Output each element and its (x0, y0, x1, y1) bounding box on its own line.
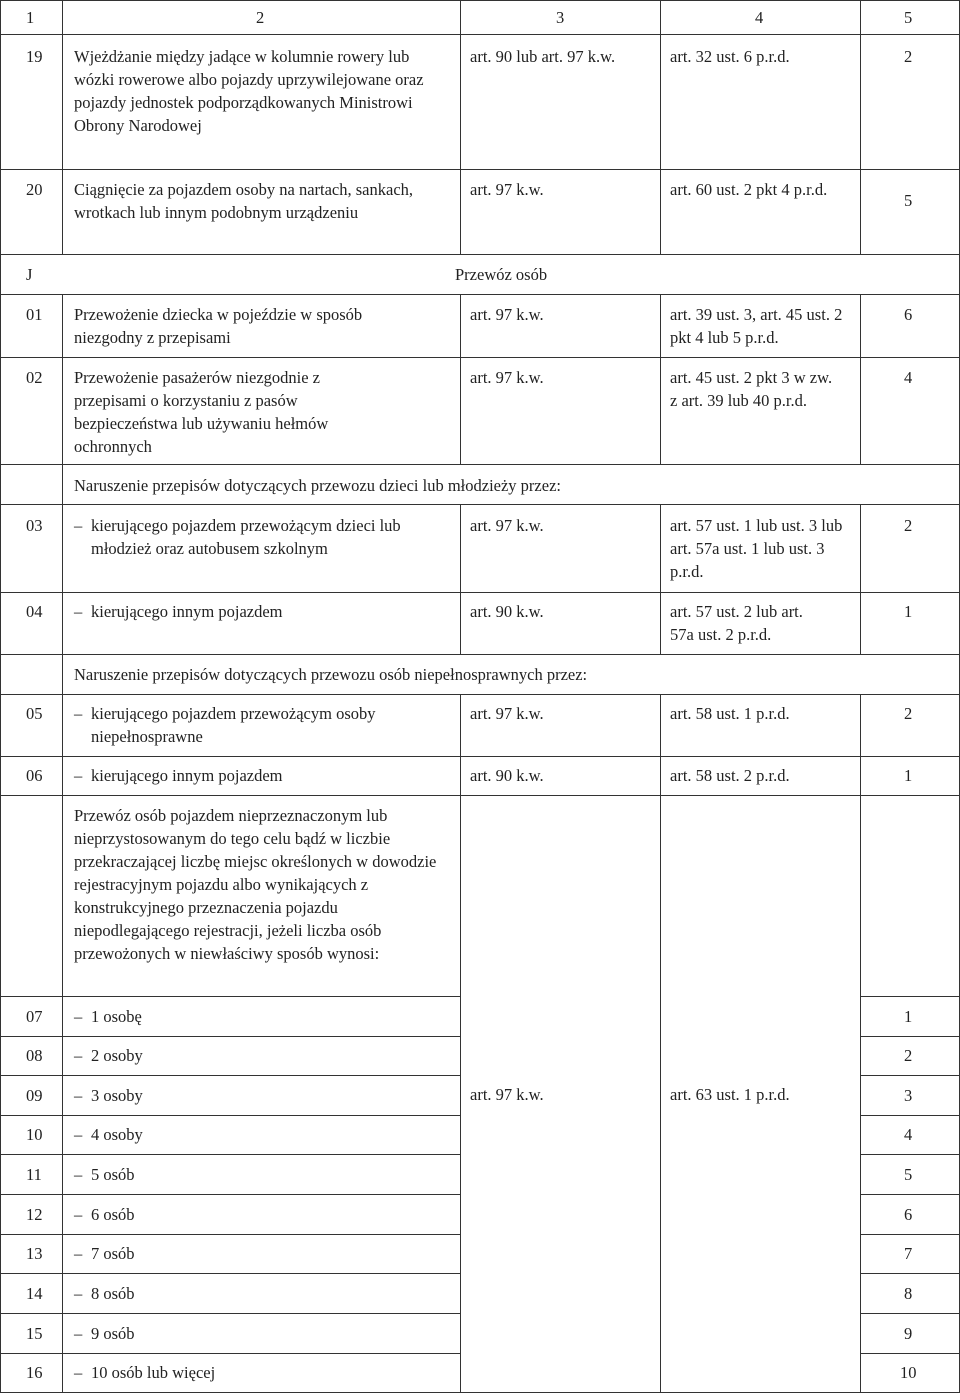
kw-article: art. 97 k.w. (470, 516, 544, 535)
column-divider (660, 294, 661, 464)
row-divider (860, 1194, 960, 1195)
row-number: 19 (26, 47, 43, 66)
offense-description: Przewóz osób pojazdem nieprzeznaczonym lub nieprzystosowanym do tego celu bądź w liczbie przekraczającej liczbę miejsc określonych w dowodzie rejestracyjnym pojazdu albo wynikających z konstrukcyjnego przeznaczenia pojazdu niepodlegającego rejestracji, jeżeli liczba osób przewożonych w niewłaściwy sposób wynosi: (74, 806, 437, 963)
passenger-count: 4 osoby (91, 1125, 143, 1144)
row-number: 15 (26, 1324, 43, 1343)
prd-article: art. 39 ust. 3, art. 45 ust. 2 pkt 4 lub 5 p.r.d. (670, 305, 843, 347)
dash: – (74, 1086, 83, 1105)
row-divider (0, 756, 960, 757)
penalty-points: 6 (904, 1205, 913, 1224)
row-divider (0, 294, 960, 295)
row-divider (0, 654, 960, 655)
column-divider (660, 694, 661, 1393)
penalty-points: 9 (904, 1324, 913, 1343)
dash: – (74, 766, 83, 785)
row-divider (0, 34, 960, 35)
row-number: 16 (26, 1363, 43, 1382)
penalty-points: 2 (904, 47, 913, 66)
dash: – (74, 1007, 83, 1026)
section-title: Przewóz osób (455, 265, 548, 284)
row-divider (0, 357, 960, 358)
penalty-points: 3 (904, 1086, 913, 1105)
kw-article: art. 90 k.w. (470, 766, 544, 785)
row-divider (0, 1353, 460, 1354)
passenger-count: 7 osób (91, 1244, 135, 1263)
row-divider (0, 694, 960, 695)
prd-article: art. 57 ust. 1 lub ust. 3 lub art. 57a ust. 1 lub ust. 3 p.r.d. (670, 516, 843, 581)
row-divider (860, 1353, 960, 1354)
penalty-points: 6 (904, 305, 913, 324)
row-divider (860, 1313, 960, 1314)
row-number: 13 (26, 1244, 43, 1263)
dash: – (74, 1125, 83, 1144)
column-divider (860, 0, 861, 254)
offense-description: kierującego pojazdem przewożącym dzieci lub młodzież oraz autobusem szkolnym (91, 516, 401, 558)
offense-description: kierującego pojazdem przewożącym osoby niepełnosprawne (91, 704, 376, 746)
column-divider (860, 694, 861, 1393)
row-divider (860, 1075, 960, 1076)
column-divider (660, 504, 661, 654)
column-header-4: 4 (755, 8, 764, 27)
subsection-header: Naruszenie przepisów dotyczących przewozu dzieci lub młodzieży przez: (74, 476, 561, 495)
kw-article: art. 90 lub art. 97 k.w. (470, 47, 616, 66)
table-border-bottom (0, 1392, 960, 1393)
row-number: 06 (26, 766, 43, 785)
penalty-points: 1 (904, 1007, 913, 1026)
row-number: 09 (26, 1086, 43, 1105)
subsection-header: Naruszenie przepisów dotyczących przewozu osób niepełnosprawnych przez: (74, 665, 588, 684)
dash: – (74, 1244, 83, 1263)
passenger-count: 9 osób (91, 1324, 135, 1343)
row-divider (0, 996, 460, 997)
row-divider (0, 795, 960, 796)
dash: – (74, 1165, 83, 1184)
dash: – (74, 1284, 83, 1303)
penalty-points: 4 (904, 368, 913, 387)
penalty-points: 1 (904, 602, 913, 621)
penalty-points: 7 (904, 1244, 913, 1263)
penalty-points: 1 (904, 766, 913, 785)
column-header-2: 2 (256, 8, 265, 27)
row-divider (860, 1036, 960, 1037)
row-number: 07 (26, 1007, 43, 1026)
prd-article: art. 60 ust. 2 pkt 4 p.r.d. (670, 180, 828, 199)
dash: – (74, 1363, 83, 1382)
row-number: 04 (26, 602, 43, 621)
kw-article: art. 90 k.w. (470, 602, 544, 621)
column-header-1: 1 (26, 8, 35, 27)
row-divider (0, 1036, 460, 1037)
column-header-5: 5 (904, 8, 913, 27)
table-border-left (0, 0, 1, 1393)
penalty-points: 8 (904, 1284, 913, 1303)
row-number: 05 (26, 704, 43, 723)
kw-article: art. 97 k.w. (470, 1085, 544, 1104)
column-header-3: 3 (556, 8, 565, 27)
passenger-count: 3 osoby (91, 1086, 143, 1105)
column-divider (460, 294, 461, 464)
row-divider (0, 169, 960, 170)
kw-article: art. 97 k.w. (470, 305, 544, 324)
prd-article: art. 63 ust. 1 p.r.d. (670, 1085, 790, 1104)
column-divider (460, 504, 461, 654)
row-number: 08 (26, 1046, 43, 1065)
row-number: 10 (26, 1125, 43, 1144)
passenger-count: 10 osób lub więcej (91, 1363, 216, 1382)
row-divider (0, 1234, 460, 1235)
offense-description: Przewożenie pasażerów niezgodnie z przepisami o korzystaniu z pasów bezpieczeństwa lub używaniu hełmów ochronnych (74, 368, 329, 456)
row-divider (0, 464, 960, 465)
offense-description: Przewożenie dziecka w pojeździe w sposób niezgodny z przepisami (74, 305, 363, 347)
row-divider (0, 1115, 460, 1116)
kw-article: art. 97 k.w. (470, 368, 544, 387)
row-divider (860, 1234, 960, 1235)
row-number: 20 (26, 180, 43, 199)
offense-description: kierującego innym pojazdem (91, 602, 283, 621)
row-number: 11 (26, 1165, 42, 1184)
penalty-points: 4 (904, 1125, 913, 1144)
row-number: 02 (26, 368, 43, 387)
passenger-count: 6 osób (91, 1205, 135, 1224)
dash: – (74, 704, 83, 723)
dash: – (74, 602, 83, 621)
row-divider (0, 1273, 460, 1274)
row-divider (0, 1194, 460, 1195)
penalty-points: 2 (904, 516, 913, 535)
dash: – (74, 516, 83, 535)
dash: – (74, 1324, 83, 1343)
dash: – (74, 1205, 83, 1224)
penalty-points: 5 (904, 191, 913, 210)
row-number: 01 (26, 305, 43, 324)
passenger-count: 2 osoby (91, 1046, 143, 1065)
penalty-points: 2 (904, 1046, 913, 1065)
offense-description: Ciągnięcie za pojazdem osoby na nartach, sankach, wrotkach lub innym podobnym urządzeniu (74, 180, 414, 222)
prd-article: art. 32 ust. 6 p.r.d. (670, 47, 790, 66)
row-number: 14 (26, 1284, 43, 1303)
row-divider (860, 1115, 960, 1116)
row-divider (0, 504, 960, 505)
penalty-points: 2 (904, 704, 913, 723)
column-divider (660, 0, 661, 254)
row-divider (0, 1075, 460, 1076)
row-number: 03 (26, 516, 43, 535)
column-divider (460, 694, 461, 1393)
row-divider (860, 1154, 960, 1155)
passenger-count: 8 osób (91, 1284, 135, 1303)
column-divider (860, 504, 861, 654)
section-letter: J (26, 265, 33, 284)
row-divider (0, 254, 960, 255)
row-divider (860, 996, 960, 997)
row-number: 12 (26, 1205, 43, 1224)
kw-article: art. 97 k.w. (470, 704, 544, 723)
prd-article: art. 58 ust. 2 p.r.d. (670, 766, 790, 785)
column-divider (62, 294, 63, 1393)
dash: – (74, 1046, 83, 1065)
column-divider (62, 0, 63, 254)
kw-article: art. 97 k.w. (470, 180, 544, 199)
column-divider (860, 294, 861, 464)
passenger-count: 1 osobę (91, 1007, 142, 1026)
offense-description: kierującego innym pojazdem (91, 766, 283, 785)
column-divider (460, 0, 461, 254)
offense-description: Wjeżdżanie między jadące w kolumnie rowery lub wózki rowerowe albo pojazdy uprzywilejowane oraz pojazdy jednostek podporządkowanych Ministrowi Obrony Narodowej (74, 47, 424, 135)
passenger-count: 5 osób (91, 1165, 135, 1184)
row-divider (0, 1313, 460, 1314)
row-divider (0, 1154, 460, 1155)
row-divider (0, 592, 960, 593)
penalty-points: 5 (904, 1165, 913, 1184)
prd-article: art. 57 ust. 2 lub art. 57a ust. 2 p.r.d. (670, 602, 803, 644)
row-divider (860, 1273, 960, 1274)
prd-article: art. 45 ust. 2 pkt 3 w zw. z art. 39 lub 40 p.r.d. (670, 368, 833, 410)
prd-article: art. 58 ust. 1 p.r.d. (670, 704, 790, 723)
penalty-points: 10 (900, 1363, 917, 1382)
table-border-top (0, 0, 960, 1)
